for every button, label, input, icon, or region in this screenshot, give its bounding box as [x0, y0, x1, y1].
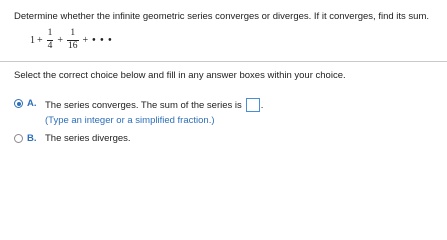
plus-sign: + [82, 34, 89, 46]
choice-b-letter: B. [27, 133, 37, 144]
ellipsis: • • • [92, 34, 113, 46]
fraction-one-fourth [47, 29, 54, 51]
fraction-denominator: 16 [68, 40, 78, 51]
series-expression [30, 25, 113, 55]
divider [0, 61, 447, 62]
fraction-denominator: 4 [47, 40, 53, 51]
instruction-text: Select the correct choice below and fill in any answer boxes within your choice. [14, 70, 346, 81]
choice-b-body [45, 133, 131, 144]
question-text: Determine whether the infinite geometric series converges or diverges. If it converges, find its sum. [14, 11, 430, 22]
choice-a-body [45, 98, 263, 126]
sum-answer-box[interactable] [246, 98, 260, 112]
choice-b[interactable] [14, 133, 131, 144]
choice-a-letter: A. [27, 98, 37, 109]
fraction-numerator: 1 [70, 28, 76, 38]
series-first-term: 1 [30, 34, 35, 46]
radio-button-b[interactable] [14, 134, 23, 143]
choice-a-period: . [260, 99, 264, 111]
radio-button-a[interactable] [14, 99, 23, 108]
fraction-numerator: 1 [47, 28, 53, 38]
choice-b-line [45, 133, 131, 144]
choice-b-text: The series diverges. [45, 133, 131, 144]
fraction-one-sixteenth [67, 29, 79, 51]
plus-sign: + [57, 34, 64, 46]
choice-a[interactable] [14, 98, 263, 126]
choice-a-text: The series converges. The sum of the series is [45, 99, 242, 111]
plus-sign: + [37, 34, 43, 46]
choice-a-line [45, 98, 263, 112]
choice-a-hint: (Type an integer or a simplified fraction.) [45, 115, 215, 126]
